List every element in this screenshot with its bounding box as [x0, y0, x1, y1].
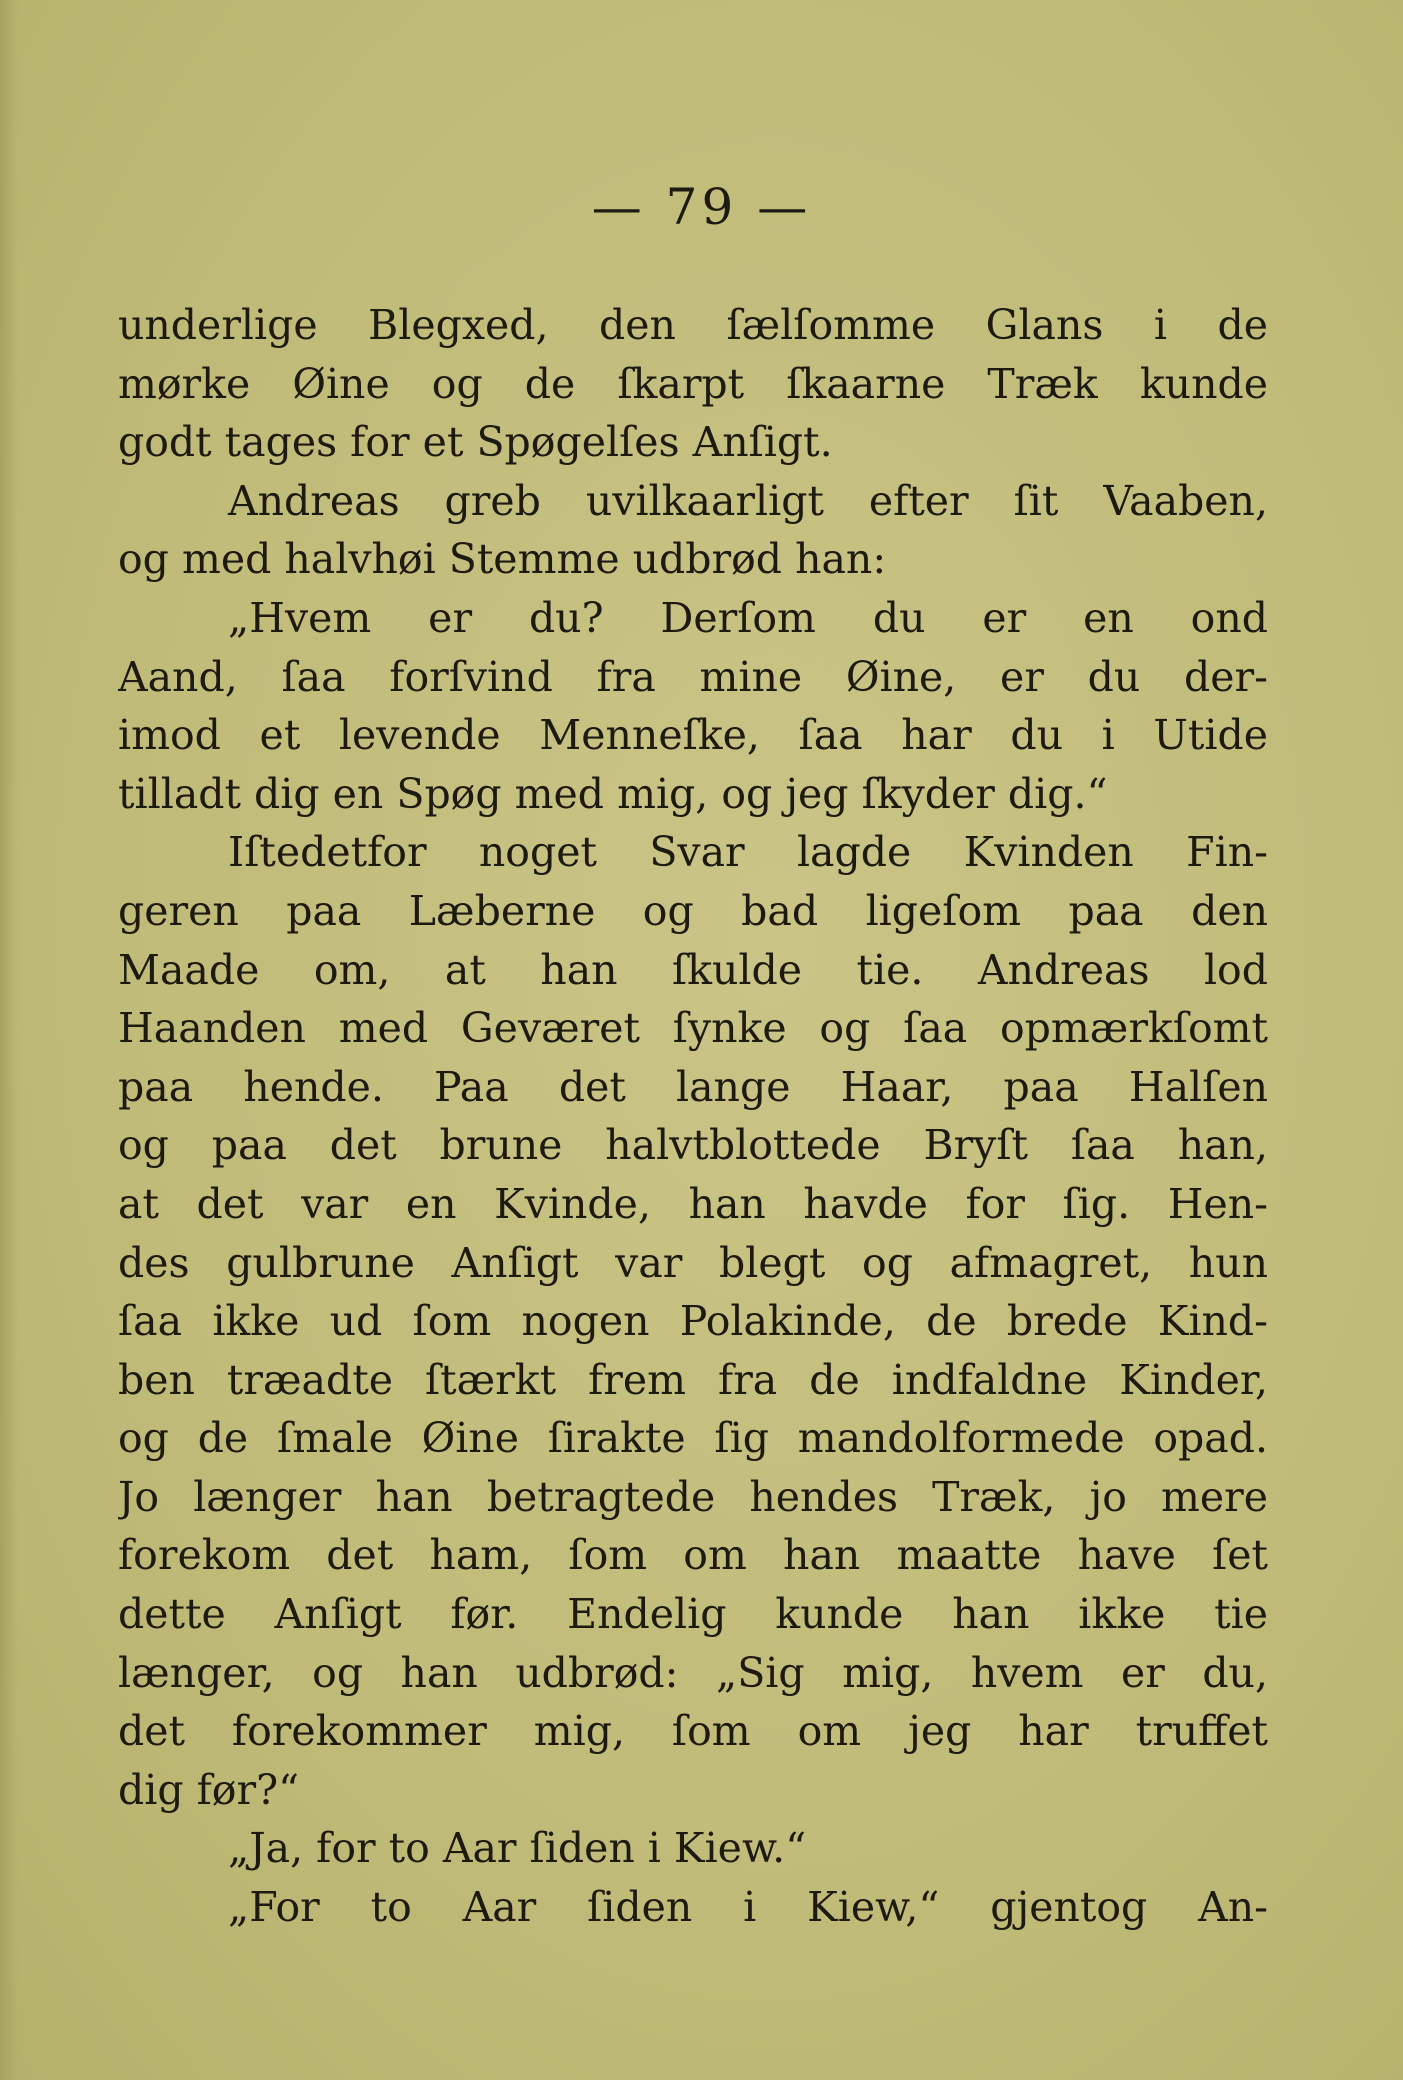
text-line: det forekommer mig, ſom om jeg har truffet [118, 1707, 1268, 1756]
page-number: — 79 — [591, 178, 812, 236]
text-line: og de ſmale Øine ſirakte ſig mandolformede opad. [118, 1414, 1268, 1463]
text-line: paa hende. Paa det lange Haar, paa Halſen [118, 1062, 1268, 1111]
text-line: længer, og han udbrød: „Sig mig, hvem er du, [118, 1648, 1268, 1697]
text-line: mørke Øine og de ſkarpt ſkaarne Træk kunde [118, 359, 1268, 408]
text-line: des gulbrune Anſigt var blegt og afmagret, hun [118, 1238, 1268, 1287]
text-line: „Hvem er du? Derſom du er en ond [228, 593, 1268, 642]
text-line: Iſtedetfor noget Svar lagde Kvinden Fin- [228, 828, 1268, 877]
text-line: ben træadte ſtærkt frem fra de indfaldne Kinder, [118, 1355, 1268, 1404]
text-line: dig før?“ [118, 1765, 300, 1814]
text-line: Jo længer han betragtede hendes Træk, jo mere [118, 1472, 1268, 1521]
body-text [118, 296, 1268, 1937]
text-line: Maade om, at han ſkulde tie. Andreas lod [118, 945, 1268, 994]
text-line: underlige Blegхed, den ſælſomme Glans i de [118, 301, 1268, 349]
text-line: geren paa Læberne og bad ligeſom paa den [118, 886, 1268, 935]
text-line: Andreas greb uvilkaarligt efter ſit Vaaben, [228, 476, 1268, 525]
page-edge-shadow [0, 0, 18, 2080]
text-line: „For to Aar ſiden i Kiew,“ gjentog An- [228, 1883, 1268, 1932]
text-line: tilladt dig en Spøg med mig, og jeg ſkyder dig.“ [118, 769, 1108, 818]
text-line: og med halvhøi Stemme udbrød han: [118, 535, 887, 584]
text-line: imod et levende Menneſke, ſaa har du i Utide [118, 711, 1268, 760]
text-line: godt tages for et Spøgelſes Anſigt. [118, 418, 833, 467]
text-line: ſaa ikke ud ſom nogen Polakinde, de brede Kind- [118, 1297, 1268, 1346]
text-line: Haanden med Geværet ſynke og ſaa opmærkſomt [118, 1004, 1268, 1053]
text-line: Aand, ſaa forſvind fra mine Øine, er du der- [118, 652, 1268, 701]
text-line: dette Anſigt før. Endelig kunde han ikke tie [118, 1590, 1268, 1639]
text-line: „Ja, for to Aar ſiden i Kiew.“ [228, 1824, 807, 1873]
text-line: forekom det ham, ſom om han maatte have ſet [118, 1531, 1268, 1580]
text-line: og paa det brune halvtblottede Bryſt ſaa han, [118, 1121, 1268, 1170]
text-line: at det var en Kvinde, han havde for ſig. Hen- [118, 1179, 1268, 1228]
